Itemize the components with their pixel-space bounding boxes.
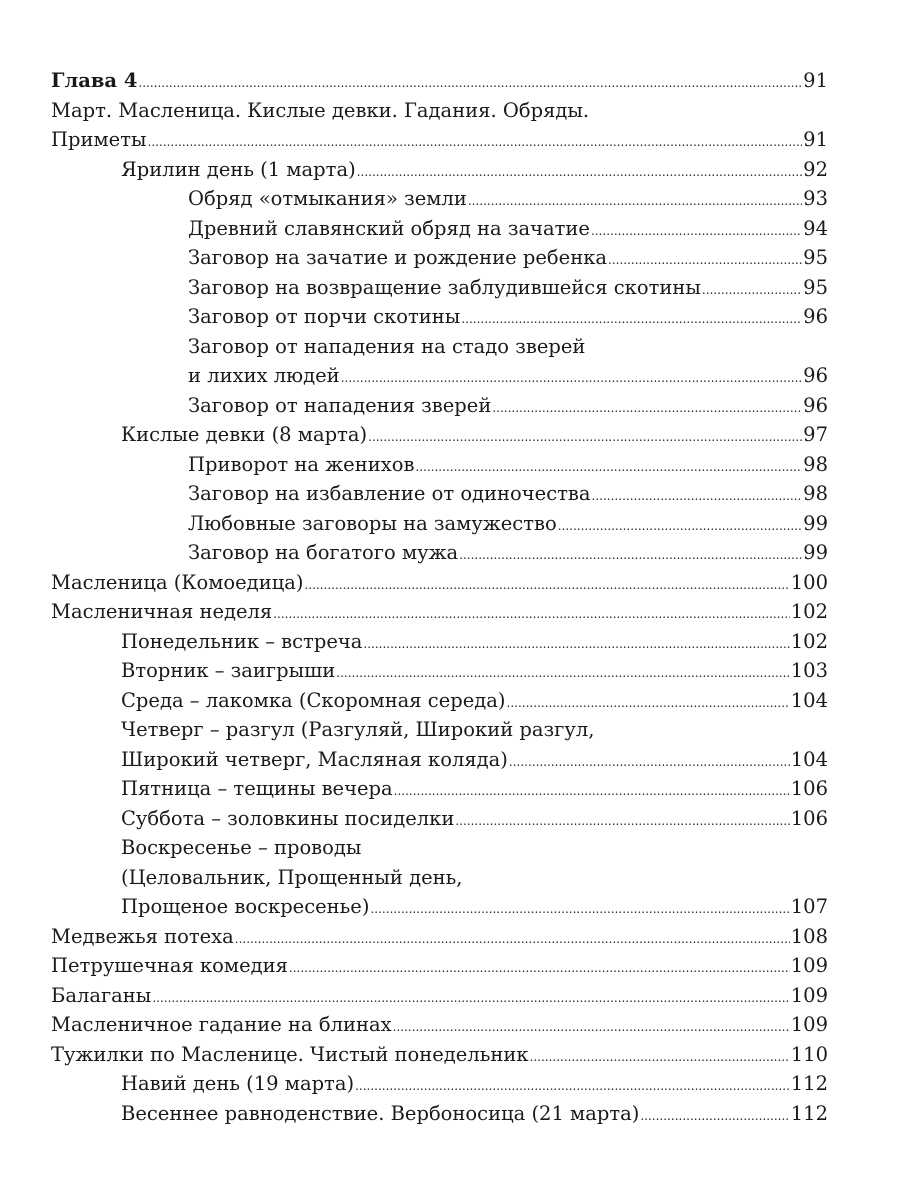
toc-entry-page: 102 xyxy=(790,629,828,653)
toc-leader-dots xyxy=(341,364,802,394)
toc-entry-title: Навий день (19 марта) xyxy=(121,1072,355,1095)
toc-leader-dots xyxy=(370,895,789,925)
toc-entry-page: 99 xyxy=(803,511,828,535)
toc-leader-dots xyxy=(461,305,802,335)
toc-entry xyxy=(51,656,828,686)
toc-entry xyxy=(51,391,828,421)
toc-entry xyxy=(51,833,828,863)
toc-entry-title: Среда – лакомка (Скоромная середа) xyxy=(121,688,506,712)
toc-entry-page: 110 xyxy=(790,1042,828,1066)
toc-entry-page: 107 xyxy=(790,895,828,918)
toc-entry xyxy=(51,1099,828,1129)
toc-leader-dots xyxy=(507,689,790,719)
toc-entry-title: Прощеное воскресенье) xyxy=(121,895,370,918)
toc-entry-page: 95 xyxy=(803,246,828,269)
toc-entry-title: Приворот на женихов xyxy=(188,452,415,476)
toc-entry-title: Пятница – тещины вечера xyxy=(121,777,393,800)
toc-entry xyxy=(51,715,828,745)
toc-leader-dots xyxy=(138,69,802,99)
toc-entry-title: и лихих людей xyxy=(188,364,340,387)
toc-leader-dots xyxy=(336,659,789,689)
toc-entry-title: (Целовальник, Прощенный день, xyxy=(121,865,463,889)
toc-leader-dots xyxy=(702,276,802,306)
toc-entry-page: 109 xyxy=(790,1013,828,1036)
toc-entry xyxy=(51,479,828,509)
toc-entry-title: Приметы xyxy=(51,128,147,151)
toc-entry xyxy=(51,509,828,539)
toc-entry-title: Понедельник – встреча xyxy=(121,629,363,653)
toc-entry xyxy=(51,420,828,450)
toc-entry-page: 100 xyxy=(790,570,828,594)
toc-entry-page: 112 xyxy=(790,1101,828,1125)
toc-entry-title: Глава 4 xyxy=(51,69,138,92)
toc-leader-dots xyxy=(509,748,790,778)
toc-entry xyxy=(51,155,828,185)
toc-leader-dots xyxy=(368,423,802,453)
toc-entry xyxy=(51,597,828,627)
toc-entry-page: 104 xyxy=(790,747,828,771)
toc-entry-title: Обряд «отмыкания» земли xyxy=(188,187,467,210)
toc-entry xyxy=(51,1069,828,1099)
toc-entry-title: Широкий четверг, Масляная коляда) xyxy=(121,747,508,771)
toc-entry-title: Суббота – золовкины посиделки xyxy=(121,806,455,830)
toc-entry xyxy=(51,745,828,775)
toc-entry-title: Заговор на богатого мужа xyxy=(188,541,459,564)
toc-leader-dots xyxy=(415,453,802,483)
toc-entry-page: 106 xyxy=(790,806,828,830)
toc-entry xyxy=(51,892,828,922)
toc-entry xyxy=(51,332,828,362)
toc-entry xyxy=(51,951,828,981)
toc-entry xyxy=(51,66,828,96)
toc-entry-page: 103 xyxy=(790,659,828,682)
toc-entry-page: 96 xyxy=(803,364,828,387)
toc-entry-title: Заговор на возвращение заблудившейся скотины xyxy=(188,275,701,299)
toc-leader-dots xyxy=(455,807,789,837)
toc-entry xyxy=(51,184,828,214)
toc-entry-page: 108 xyxy=(790,924,828,948)
toc-leader-dots xyxy=(152,984,789,1014)
toc-entry-title: Четверг – разгул (Разгуляй, Широкий разгул, xyxy=(121,718,595,741)
toc-leader-dots xyxy=(273,600,790,630)
toc-entry xyxy=(51,981,828,1011)
toc-entry-title: Кислые девки (8 марта) xyxy=(121,423,368,446)
toc-entry-title: Петрушечная комедия xyxy=(51,954,288,977)
toc-leader-dots xyxy=(558,512,802,542)
toc-entry-title: Балаганы xyxy=(51,983,152,1007)
toc-entry-page: 112 xyxy=(790,1072,828,1095)
toc-entry xyxy=(51,96,828,126)
toc-entry xyxy=(51,302,828,332)
toc-entry xyxy=(51,538,828,568)
toc-entry-page: 93 xyxy=(803,187,828,210)
toc-entry-title: Март. Масленица. Кислые девки. Гадания. Обряды. xyxy=(51,98,590,122)
toc-entry-page: 109 xyxy=(790,983,828,1007)
toc-entry-title: Масленичная неделя xyxy=(51,600,273,623)
toc-entry-page: 96 xyxy=(803,393,828,417)
toc-entry xyxy=(51,568,828,598)
toc-entry xyxy=(51,863,828,893)
toc-entry-page: 96 xyxy=(803,305,828,328)
toc-leader-dots xyxy=(289,954,790,984)
toc-entry-page: 91 xyxy=(803,128,828,151)
toc-leader-dots xyxy=(468,187,802,217)
toc-entry-page: 94 xyxy=(803,216,828,240)
toc-leader-dots xyxy=(608,246,802,276)
toc-entry xyxy=(51,1040,828,1070)
toc-entry-title: Медвежья потеха xyxy=(51,924,234,948)
toc-entry-title: Тужилки по Масленице. Чистый понедельник xyxy=(51,1042,529,1066)
toc-leader-dots xyxy=(357,158,802,188)
toc-entry xyxy=(51,922,828,952)
toc-entry-page: 109 xyxy=(790,954,828,977)
toc-leader-dots xyxy=(640,1102,789,1132)
toc-leader-dots xyxy=(355,1072,790,1102)
toc-leader-dots xyxy=(304,571,789,601)
toc-leader-dots xyxy=(363,630,789,660)
toc-entry-title: Масленица (Комоедица) xyxy=(51,570,304,594)
toc-leader-dots xyxy=(591,217,802,247)
toc-entry xyxy=(51,243,828,273)
toc-entry-page: 98 xyxy=(803,482,828,505)
toc-entry-title: Древний славянский обряд на зачатие xyxy=(188,216,590,240)
toc-entry xyxy=(51,361,828,391)
toc-entry-title: Масленичное гадание на блинах xyxy=(51,1013,392,1036)
toc-entry xyxy=(51,125,828,155)
toc-entry-title: Весеннее равноденствие. Вербоносица (21 марта) xyxy=(121,1101,640,1125)
toc-entry-page: 102 xyxy=(790,600,828,623)
toc-entry-title: Любовные заговоры на замужество xyxy=(188,511,557,535)
toc-leader-dots xyxy=(592,482,803,512)
toc-entry xyxy=(51,1010,828,1040)
toc-entry xyxy=(51,627,828,657)
toc-leader-dots xyxy=(492,394,802,424)
toc-leader-dots xyxy=(393,1013,790,1043)
table-of-contents xyxy=(51,66,828,1128)
toc-entry-title: Заговор на зачатие и рождение ребенка xyxy=(188,246,608,269)
toc-entry xyxy=(51,804,828,834)
toc-entry-page: 98 xyxy=(803,452,828,476)
toc-entry-page: 99 xyxy=(803,541,828,564)
toc-entry-page: 106 xyxy=(790,777,828,800)
toc-entry-title: Заговор от порчи скотины xyxy=(188,305,461,328)
toc-entry-title: Заговор на избавление от одиночества xyxy=(188,482,591,505)
toc-leader-dots xyxy=(459,541,802,571)
toc-entry xyxy=(51,686,828,716)
toc-leader-dots xyxy=(235,925,790,955)
toc-entry xyxy=(51,450,828,480)
toc-entry-page: 104 xyxy=(790,688,828,712)
toc-leader-dots xyxy=(394,777,790,807)
toc-entry-title: Вторник – заигрыши xyxy=(121,659,336,682)
toc-entry xyxy=(51,273,828,303)
toc-entry-page: 92 xyxy=(803,157,828,181)
toc-entry-page: 91 xyxy=(803,69,828,92)
toc-entry-title: Заговор от нападения зверей xyxy=(188,393,492,417)
toc-entry-title: Заговор от нападения на стадо зверей xyxy=(188,334,586,358)
toc-entry xyxy=(51,774,828,804)
toc-entry-page: 95 xyxy=(803,275,828,299)
toc-entry xyxy=(51,214,828,244)
toc-entry-title: Ярилин день (1 марта) xyxy=(121,157,356,181)
toc-leader-dots xyxy=(148,128,803,158)
toc-entry-title: Воскресенье – проводы xyxy=(121,836,362,859)
toc-leader-dots xyxy=(530,1043,790,1073)
toc-entry-page: 97 xyxy=(803,423,828,446)
